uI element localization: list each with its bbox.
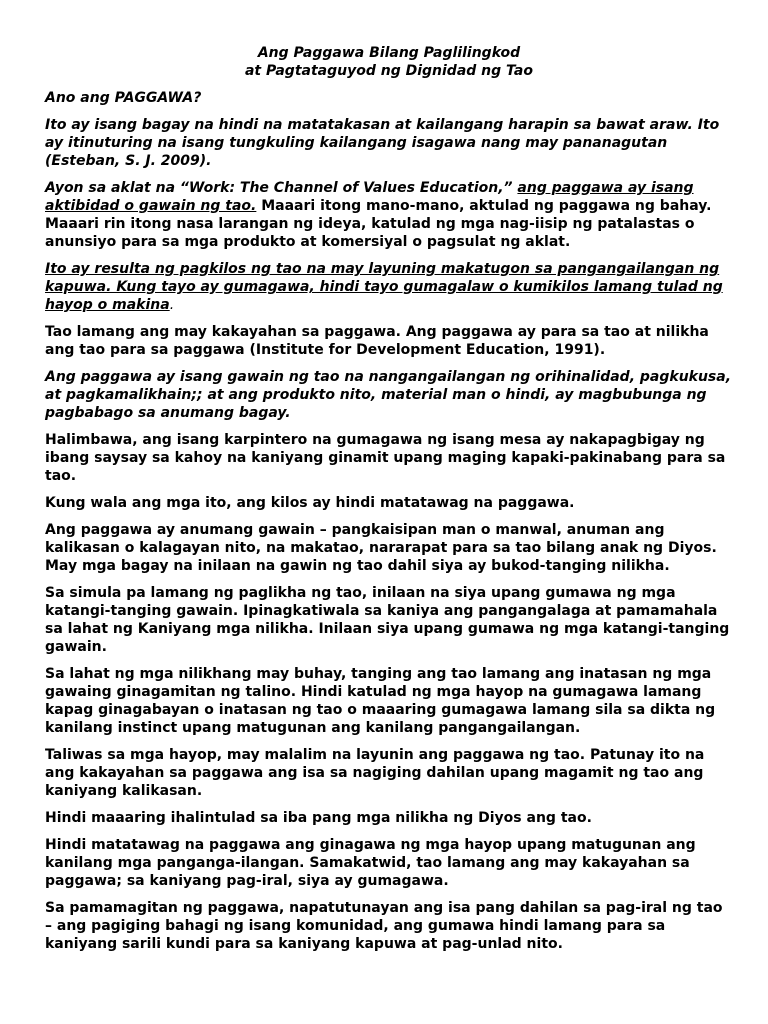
paragraph-14: Sa pamamagitan ng paggawa, napatutunayan ang isa pang dahilan sa pag-iral ng tao – ang pagiging bahagi ng isang komunidad, ang gumawa hindi lamang para sa kaniyang sarili kundi para sa kaniyang kapuwa at pag-unlad nito.: [45, 900, 723, 952]
paragraph-8: Ang paggawa ay anumang gawain – pangkaisipan man o manwal, anuman ang kalikasan o kalagayan nito, na makatao, nararapat para sa tao bilang anak ng Diyos. May mga bagay na inilaan na gawin ng tao dahil siya ay bukod-tanging nilikha.: [45, 522, 717, 574]
title-line-2: at Pagtataguyod ng Dignidad ng Tao: [244, 63, 533, 79]
paragraph-13: Hindi matatawag na paggawa ang ginagawa ng mga hayop upang matugunan ang kanilang mga panganga-ilangan. Samakatwid, tao lamang ang may kakayahan sa paggawa; sa kaniyang pag-iral, siya ay gumagawa.: [45, 837, 696, 889]
paragraph-12: Hindi maaaring ihalintulad sa iba pang mga nilikha ng Diyos ang tao.: [45, 810, 592, 826]
paragraph-2-underlined: ang paggawa ay isang aktibidad o gawain ng tao.: [45, 180, 694, 214]
paragraph-2: [45, 179, 733, 251]
paragraph-2-rest: Maaari itong mano-mano, aktulad ng paggawa ng bahay. Maaari rin itong nasa larangan ng ideya, katulad ng mga nag-iisip ng patalastas o anunsiyo para sa mga produkto at komersiyal o pagsulat ng aklat.: [45, 198, 712, 250]
paragraph-2-intro: Ayon sa aklat na “Work: The Channel of Values Education,”: [45, 180, 518, 196]
paragraph-10: Sa lahat ng mga nilikhang may buhay, tanging ang tao lamang ang inatasan ng mga gawaing ginagamitan ng talino. Hindi katulad ng mga hayop na gumagawa lamang kapag ginagabayan o inatasan ng tao o maaaring gumagawa lamang sila sa dikta ng kanilang instinct upang matugunan ang kanilang pangangailangan.: [45, 666, 716, 736]
document-title: [45, 44, 733, 80]
title-line-1: Ang Paggawa Bilang Paglilingkod: [257, 45, 521, 61]
paragraph-3-underlined: Ito ay resulta ng pagkilos ng tao na may layuning makatugon sa pangangailangan ng kapuwa. Kung tayo ay gumagawa, hindi tayo gumagalaw o kumikilos lamang tulad ng hayop o makina: [45, 261, 723, 313]
paragraph-1: Ito ay isang bagay na hindi na matatakasan at kailangang harapin sa bawat araw. Ito ay itinuturing na isang tungkuling kailangang isagawa nang may pananagutan (Esteban, S. J. 2009).: [45, 117, 720, 169]
paragraph-5: Ang paggawa ay isang gawain ng tao na nangangailangan ng orihinalidad, pagkukusa, at pagkamalikhain;; at ang produkto nito, material man o hindi, ay magbubunga ng pagbabago sa anumang bagay.: [45, 369, 732, 421]
paragraph-6: Halimbawa, ang isang karpintero na gumagawa ng isang mesa ay nakapagbigay ng ibang saysay sa kahoy na kaniyang ginamit upang maging kapaki-pakinabang para sa tao.: [45, 432, 726, 484]
document-page: [45, 44, 733, 962]
paragraph-3: [45, 260, 733, 314]
question-heading: Ano ang PAGGAWA?: [45, 90, 202, 106]
paragraph-7: Kung wala ang mga ito, ang kilos ay hindi matatawag na paggawa.: [45, 495, 575, 511]
paragraph-4: Tao lamang ang may kakayahan sa paggawa. Ang paggawa ay para sa tao at nilikha ang tao para sa paggawa (Institute for Development Education, 1991).: [45, 324, 709, 358]
paragraph-11: Taliwas sa mga hayop, may malalim na layunin ang paggawa ng tao. Patunay ito na ang kakayahan sa paggawa ang isa sa nagiging dahilan upang magamit ng tao ang kaniyang kalikasan.: [45, 747, 705, 799]
paragraph-3-period: .: [169, 297, 175, 313]
paragraph-9: Sa simula pa lamang ng paglikha ng tao, inilaan na siya upang gumawa ng mga katangi-tanging gawain. Ipinagkatiwala sa kaniya ang pangangalaga at pamamahala sa lahat ng Kaniyang mga nilikha. Inilaan siya upang gumawa ng mga katangi-tanging gawain.: [45, 585, 730, 655]
